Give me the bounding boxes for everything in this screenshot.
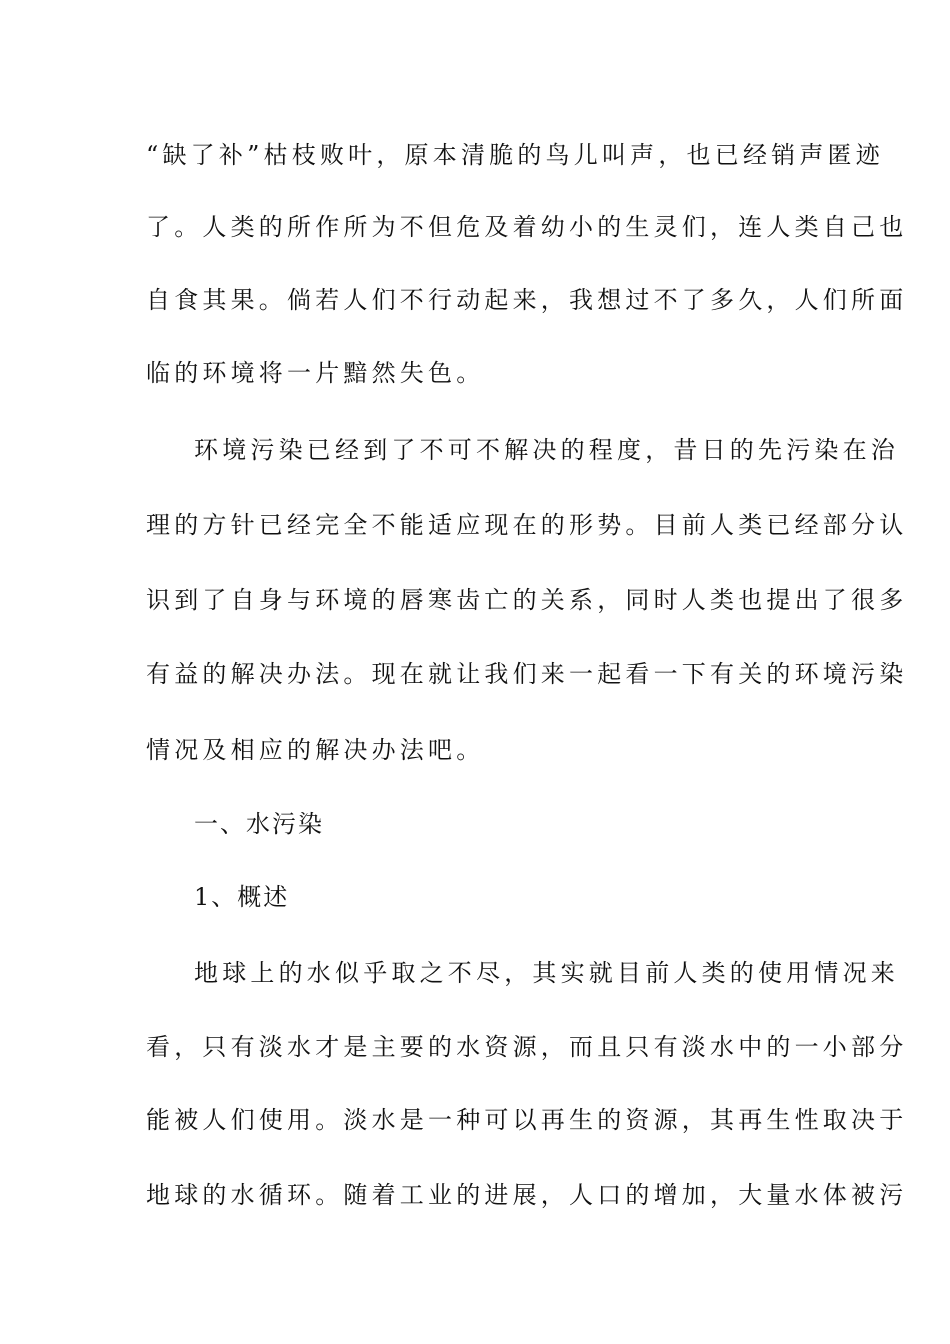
paragraph-line: 了。人类的所作所为不但危及着幼小的生灵们，连人类自己也 [146,213,908,241]
paragraph-line: 自食其果。倘若人们不行动起来，我想过不了多久，人们所面 [146,286,908,314]
paragraph-line: 临的环境将一片黯然失色。 [146,359,485,387]
paragraph-line: 识到了自身与环境的唇寒齿亡的关系，同时人类也提出了很多 [146,586,908,614]
paragraph-line: 理的方针已经完全不能适应现在的形势。目前人类已经部分认 [146,511,908,539]
paragraph-line: 环境污染已经到了不可不解决的程度，昔日的先污染在治 [194,436,899,464]
paragraph-line: 有益的解决办法。现在就让我们来一起看一下有关的环境污染 [146,660,908,688]
paragraph-line: 地球上的水似乎取之不尽，其实就目前人类的使用情况来 [194,959,899,987]
subsection-heading: 1、概述 [194,883,290,911]
section-heading: 一、水污染 [194,810,324,838]
paragraph-line: 能被人们使用。淡水是一种可以再生的资源，其再生性取决于 [146,1106,908,1134]
paragraph-line: 情况及相应的解决办法吧。 [146,736,485,764]
paragraph-line: 地球的水循环。随着工业的进展，人口的增加，大量水体被污 [146,1181,908,1209]
paragraph-line: “缺了补”枯枝败叶，原本清脆的鸟儿叫声，也已经销声匿迹 [146,141,884,169]
paragraph-line: 看，只有淡水才是主要的水资源，而且只有淡水中的一小部分 [146,1033,908,1061]
